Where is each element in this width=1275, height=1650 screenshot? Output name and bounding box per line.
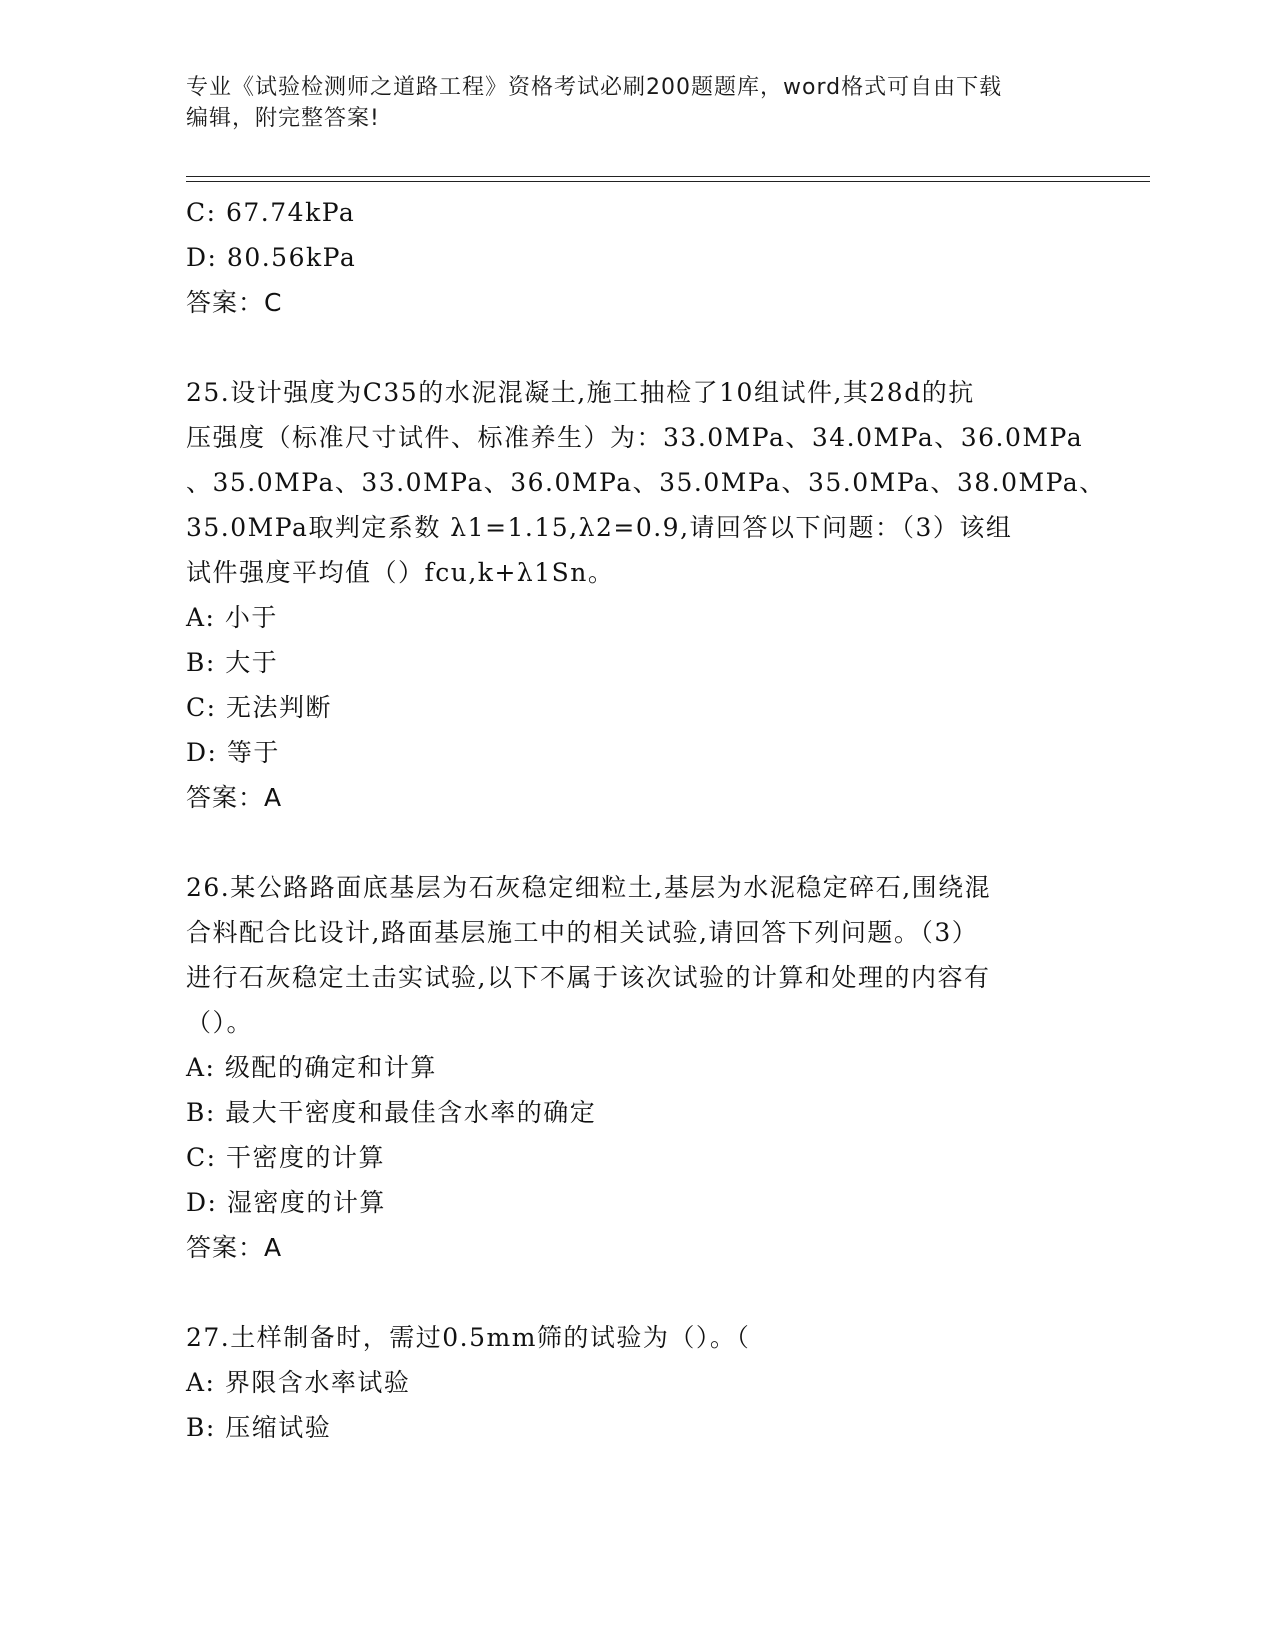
spacer — [186, 325, 1086, 370]
q26-option-a: A: 级配的确定和计算 — [186, 1053, 437, 1082]
header-title-line-1: 专业《试验检测师之道路工程》资格考试必刷200题题库，word格式可自由下载 — [186, 75, 1003, 100]
q27-stem-line-1: 27.土样制备时，需过0.5mm筛的试验为（）。（ — [186, 1323, 751, 1352]
question-list — [186, 190, 1106, 1450]
header-rule-bottom — [186, 181, 1150, 182]
q26-stem-line-1: 26.某公路路面底基层为石灰稳定细粒土,基层为水泥稳定碎石,围绕混 — [186, 873, 992, 902]
q26-answer: 答案：A — [186, 1233, 283, 1262]
q25-stem-line-1: 25.设计强度为C35的水泥混凝土,施工抽检了10组试件,其28d的抗 — [186, 378, 975, 407]
q25-option-c: C: 无法判断 — [186, 693, 332, 722]
spacer — [186, 820, 1086, 865]
q24-option-d: D: 80.56kPa — [186, 243, 357, 272]
q26-stem-line-3: 进行石灰稳定土击实试验,以下不属于该次试验的计算和处理的内容有 — [186, 963, 991, 992]
q24-option-c: C: 67.74kPa — [186, 198, 356, 227]
q26-stem-line-2: 合料配合比设计,路面基层施工中的相关试验,请回答下列问题。（3） — [186, 918, 979, 947]
header-title-line-2: 编辑，附完整答案! — [186, 106, 380, 131]
q25-option-b: B: 大于 — [186, 648, 279, 677]
page-header — [186, 72, 1086, 134]
q27-option-a: A: 界限含水率试验 — [186, 1368, 411, 1397]
q26-option-d: D: 湿密度的计算 — [186, 1188, 386, 1217]
q25-stem-line-3: 、35.0MPa、33.0MPa、36.0MPa、35.0MPa、35.0MPa、38.0MPa、 — [186, 468, 1106, 497]
spacer — [186, 1270, 1086, 1315]
q25-stem-line-2: 压强度（标准尺寸试件、标准养生）为：33.0MPa、34.0MPa、36.0MPa — [186, 423, 1084, 452]
q25-stem-line-5: 试件强度平均值（）fcu,k+λ1Sn。 — [186, 558, 615, 587]
q26-option-b: B: 最大干密度和最佳含水率的确定 — [186, 1098, 597, 1127]
q25-option-a: A: 小于 — [186, 603, 278, 632]
q25-option-d: D: 等于 — [186, 738, 280, 767]
q26-option-c: C: 干密度的计算 — [186, 1143, 385, 1172]
header-rule-top — [186, 176, 1150, 177]
q25-stem-line-4: 35.0MPa取判定系数 λ1=1.15,λ2=0.9,请回答以下问题：（3）该组 — [186, 513, 1013, 542]
q26-stem-line-4: （）。 — [186, 1008, 254, 1037]
q27-option-b: B: 压缩试验 — [186, 1413, 332, 1442]
q25-answer: 答案：A — [186, 783, 283, 812]
q24-answer: 答案：C — [186, 288, 283, 317]
